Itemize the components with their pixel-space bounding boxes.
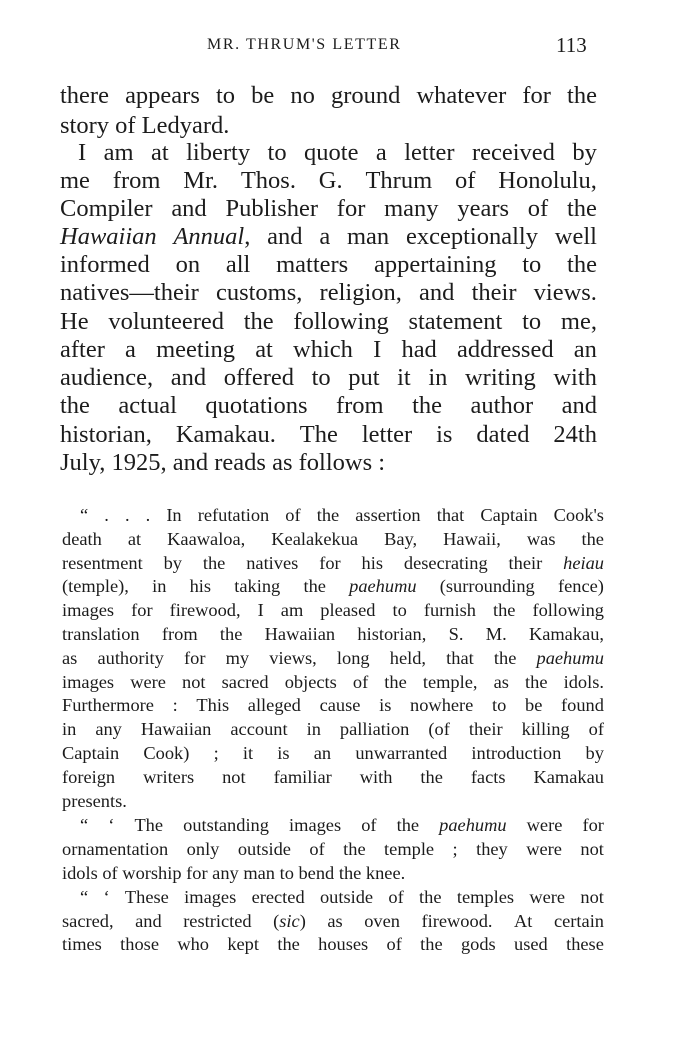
word: from: [112, 167, 161, 194]
word: facts: [470, 767, 506, 787]
word: views,: [269, 648, 317, 668]
word: those: [120, 934, 159, 954]
word: found: [561, 695, 604, 715]
word: these: [566, 934, 604, 954]
quote-line: [62, 672, 604, 693]
word: and: [267, 223, 303, 250]
quote-line: [62, 767, 604, 788]
word: had: [401, 336, 437, 363]
word: Hawaii,: [443, 529, 501, 549]
word: ornamentation: [62, 839, 169, 859]
quote-line: [62, 911, 604, 932]
word: Hawaiian: [140, 719, 212, 739]
word: ;: [452, 839, 458, 859]
word: the: [420, 934, 443, 954]
word: of: [361, 815, 377, 835]
word: outside: [237, 839, 291, 859]
word: images: [184, 887, 237, 907]
word: the: [525, 672, 548, 692]
word: Thos.: [240, 167, 296, 194]
word: the: [567, 251, 597, 278]
word: to: [311, 364, 331, 391]
word: .: [104, 505, 109, 525]
word: outside: [319, 887, 374, 907]
word: be: [525, 695, 543, 715]
word: religion,: [319, 279, 402, 306]
word: for: [319, 553, 341, 573]
word: offered: [223, 364, 295, 391]
word: (of: [428, 719, 450, 739]
word: gods: [460, 934, 496, 954]
word: fence): [557, 576, 604, 596]
word: me: [60, 167, 90, 194]
word: only: [186, 839, 220, 859]
word: the: [384, 672, 407, 692]
word: were: [526, 839, 562, 859]
word: (temple),: [62, 576, 129, 596]
word: and: [171, 195, 207, 222]
word: Bay,: [384, 529, 418, 549]
word: Kealakekua: [271, 529, 359, 549]
word: introduction: [471, 743, 562, 763]
word: long: [336, 648, 370, 668]
word: the: [219, 624, 243, 644]
word: not: [222, 767, 246, 787]
word: S.: [448, 624, 464, 644]
word: many: [384, 195, 439, 222]
word: for: [336, 195, 366, 222]
word: to: [522, 308, 542, 335]
word: letter: [404, 139, 455, 166]
word: Captain: [480, 505, 538, 525]
word: cause: [319, 695, 361, 715]
word: with: [359, 767, 393, 787]
word: were: [526, 815, 563, 835]
word: natives—their: [60, 279, 199, 306]
body-line: [60, 364, 597, 392]
word: meeting: [156, 336, 236, 363]
running-head: MR. THRUM'S LETTER: [207, 36, 402, 53]
word: the: [303, 576, 326, 596]
word: following: [293, 308, 389, 335]
word: desecrating: [403, 553, 488, 573]
word: their: [508, 553, 543, 573]
word: killing: [521, 719, 570, 739]
quote-line: [62, 600, 604, 621]
word: Captain: [62, 743, 120, 763]
word: my: [225, 648, 250, 668]
word: of: [388, 887, 404, 907]
word: it: [242, 743, 254, 763]
word: temple,: [422, 672, 478, 692]
word: palliation: [339, 719, 410, 739]
word: temple: [384, 839, 435, 859]
word: were: [130, 672, 166, 692]
word: the: [343, 839, 366, 859]
word: of: [386, 934, 402, 954]
word: the: [581, 529, 604, 549]
word: Mr.: [183, 167, 218, 194]
word: Kaawaloa,: [167, 529, 246, 549]
word: images: [62, 600, 115, 620]
word: in: [428, 364, 448, 391]
body-line: [60, 392, 597, 420]
word: He: [60, 308, 89, 335]
quote-line: [80, 815, 604, 836]
quote-line: idols of worship for any man to bend the knee.: [62, 863, 406, 883]
word: at: [127, 529, 142, 549]
body-line: [60, 421, 597, 449]
word: the: [566, 195, 597, 222]
body-line: [60, 308, 597, 336]
word: after: [60, 336, 105, 363]
word: quote: [304, 139, 359, 166]
word: Honolulu,: [498, 167, 597, 194]
word: appertaining: [374, 251, 497, 278]
word: objects: [284, 672, 337, 692]
word: appears: [125, 82, 200, 109]
word: used: [514, 934, 548, 954]
word: writers: [143, 767, 195, 787]
body-line: [60, 195, 597, 223]
word: the: [412, 392, 443, 419]
word: of: [352, 672, 369, 692]
word: the: [202, 553, 226, 573]
word: an: [313, 743, 332, 763]
word: certain: [553, 911, 604, 931]
word: furnish: [423, 600, 476, 620]
word: paehumu: [439, 815, 507, 835]
word: in: [62, 719, 77, 739]
quote-line: [62, 934, 604, 955]
word: of: [588, 719, 604, 739]
word: :: [172, 695, 178, 715]
word: to: [492, 695, 507, 715]
body-line: [60, 82, 597, 110]
quote-line: [62, 839, 604, 860]
word: an: [573, 336, 597, 363]
quote-line: [62, 695, 604, 716]
word: nowhere: [410, 695, 474, 715]
word: to: [392, 600, 407, 620]
word: their: [471, 279, 517, 306]
word: dated: [476, 421, 530, 448]
word: These: [124, 887, 169, 907]
body-line: [60, 279, 597, 307]
word: (sic): [273, 911, 306, 931]
word: of: [309, 839, 325, 859]
quote-line: presents.: [62, 791, 127, 811]
quote-line: [80, 505, 604, 526]
quote-line: [62, 624, 604, 645]
word: The: [299, 421, 338, 448]
word: is: [379, 695, 392, 715]
quote-line: [62, 719, 604, 740]
word: the: [493, 648, 517, 668]
word: any: [95, 719, 122, 739]
word: M.: [485, 624, 507, 644]
word: “: [80, 815, 89, 835]
word: quotations: [205, 392, 308, 419]
word: for: [131, 600, 153, 620]
word: ‘: [108, 815, 115, 835]
word: for: [522, 82, 551, 109]
word: unwarranted: [355, 743, 448, 763]
word: on: [175, 251, 201, 278]
quote-line: [80, 887, 604, 908]
word: Cook's: [553, 505, 604, 525]
word: firewood.: [421, 911, 493, 931]
word: to: [267, 139, 287, 166]
word: by: [163, 553, 182, 573]
word: heiau: [563, 553, 604, 573]
word: The: [134, 815, 164, 835]
word: natives: [246, 553, 299, 573]
word: Kamakau,: [528, 624, 604, 644]
word: to: [215, 82, 236, 109]
word: the: [60, 392, 90, 419]
body-line: [60, 251, 597, 279]
word: am: [280, 600, 304, 620]
word: that: [436, 505, 465, 525]
word: not: [182, 672, 206, 692]
word: idols.: [563, 672, 604, 692]
word: and: [135, 911, 162, 931]
word: the: [243, 308, 274, 335]
word: addressed: [456, 336, 554, 363]
word: assertion: [355, 505, 421, 525]
word: and: [170, 364, 207, 391]
word: firewood,: [169, 600, 241, 620]
word: put: [348, 364, 380, 391]
word: authority: [97, 648, 164, 668]
word: as: [493, 672, 509, 692]
word: temples: [456, 887, 515, 907]
word: informed: [60, 251, 150, 278]
word: I: [257, 600, 264, 620]
quote-line: [62, 743, 604, 764]
word: from: [335, 392, 384, 419]
word: by: [585, 743, 604, 763]
word: which: [293, 336, 353, 363]
quote-line: [62, 576, 604, 597]
word: with: [553, 364, 597, 391]
word: no: [290, 82, 315, 109]
word: that: [446, 648, 474, 668]
word: all: [225, 251, 251, 278]
word: and: [419, 279, 455, 306]
word: images: [62, 672, 115, 692]
page-number: 113: [556, 33, 587, 57]
word: ground: [330, 82, 401, 109]
body-line: July, 1925, and reads as follows :: [60, 449, 386, 476]
word: as: [327, 911, 343, 931]
word: matters: [276, 251, 349, 278]
word: writing: [464, 364, 536, 391]
word: erected: [251, 887, 305, 907]
word: customs,: [215, 279, 303, 306]
word: was: [526, 529, 556, 549]
word: me,: [560, 308, 597, 335]
word: were: [529, 887, 566, 907]
word: outstanding: [183, 815, 269, 835]
word: to: [522, 251, 542, 278]
word: alleged: [247, 695, 301, 715]
word: sacred,: [62, 911, 114, 931]
word: the: [567, 82, 597, 109]
word: This: [196, 695, 230, 715]
word: In: [166, 505, 182, 525]
word: ;: [213, 743, 219, 763]
word: a: [125, 336, 136, 363]
word: from: [161, 624, 198, 644]
word: houses: [318, 934, 369, 954]
body-line: [60, 223, 597, 251]
body-line: [60, 167, 597, 195]
word: Furthermore: [62, 695, 154, 715]
word: I: [78, 139, 87, 166]
word: .: [124, 505, 130, 525]
word: it: [397, 364, 411, 391]
word: (surrounding: [439, 576, 535, 596]
word: a: [319, 223, 331, 250]
word: familiar: [273, 767, 332, 787]
word: received: [471, 139, 555, 166]
word: the: [396, 815, 420, 835]
word: in: [306, 719, 321, 739]
word: taking: [234, 576, 281, 596]
word: Hawaiian: [60, 223, 157, 250]
word: resentment: [62, 553, 143, 573]
body-line: [78, 139, 597, 167]
word: statement: [408, 308, 503, 335]
word: death: [62, 529, 102, 549]
word: be: [251, 82, 275, 109]
word: is: [277, 743, 290, 763]
word: the: [419, 887, 442, 907]
word: paehumu: [349, 576, 417, 596]
word: restricted: [183, 911, 252, 931]
word: historian,: [357, 624, 427, 644]
word: the: [277, 934, 300, 954]
word: not: [580, 839, 604, 859]
word: exceptionally: [405, 223, 538, 250]
word: account: [230, 719, 288, 739]
word: paehumu: [536, 648, 604, 668]
quote-line: [62, 553, 604, 574]
word: “: [80, 505, 89, 525]
word: Publisher: [225, 195, 319, 222]
word: Compiler: [60, 195, 153, 222]
word: of: [454, 167, 476, 194]
word: translation: [62, 624, 140, 644]
word: times: [62, 934, 102, 954]
word: by: [572, 139, 597, 166]
word: views.: [533, 279, 597, 306]
body-line: [60, 336, 597, 364]
word: .: [145, 505, 151, 525]
word: following: [532, 600, 604, 620]
word: letter: [361, 421, 413, 448]
word: audience,: [60, 364, 154, 391]
word: and: [561, 392, 597, 419]
word: author: [470, 392, 534, 419]
word: as: [62, 648, 78, 668]
word: sacred: [221, 672, 269, 692]
word: his: [189, 576, 212, 596]
word: historian,: [60, 421, 152, 448]
word: they: [476, 839, 508, 859]
word: is: [436, 421, 453, 448]
word: ‘: [103, 887, 110, 907]
word: Hawaiian: [264, 624, 336, 644]
word: foreign: [62, 767, 116, 787]
word: their: [468, 719, 503, 739]
word: whatever: [416, 82, 507, 109]
word: Kamakau.: [175, 421, 276, 448]
word: of: [527, 195, 549, 222]
word: there: [60, 82, 109, 109]
word: 24th: [553, 421, 597, 448]
word: Cook): [143, 743, 190, 763]
word: a: [375, 139, 387, 166]
word: I: [373, 336, 382, 363]
word: am: [103, 139, 134, 166]
word: G.: [318, 167, 343, 194]
word: for: [582, 815, 604, 835]
word: pleased: [320, 600, 376, 620]
word: who: [177, 934, 209, 954]
word: kept: [227, 934, 259, 954]
word: years: [457, 195, 510, 222]
word: of: [285, 505, 301, 525]
word: oven: [364, 911, 400, 931]
word: Thrum: [365, 167, 433, 194]
word: actual: [118, 392, 177, 419]
quote-line: [62, 529, 604, 550]
word: well: [554, 223, 597, 250]
word: liberty: [186, 139, 251, 166]
word: “: [80, 887, 89, 907]
word: the: [492, 600, 516, 620]
word: at: [255, 336, 273, 363]
quote-line: [62, 648, 604, 669]
word: refutation: [197, 505, 270, 525]
word: At: [514, 911, 533, 931]
word: not: [580, 887, 604, 907]
word: his: [361, 553, 384, 573]
word: man: [347, 223, 390, 250]
word: Annual,: [173, 223, 251, 250]
word: the: [316, 505, 340, 525]
word: at: [150, 139, 169, 166]
word: in: [152, 576, 167, 596]
word: for: [184, 648, 206, 668]
word: held,: [389, 648, 427, 668]
word: Kamakau: [533, 767, 604, 787]
body-line: story of Ledyard.: [60, 112, 230, 139]
word: the: [420, 767, 443, 787]
word: images: [289, 815, 342, 835]
word: volunteered: [108, 308, 224, 335]
